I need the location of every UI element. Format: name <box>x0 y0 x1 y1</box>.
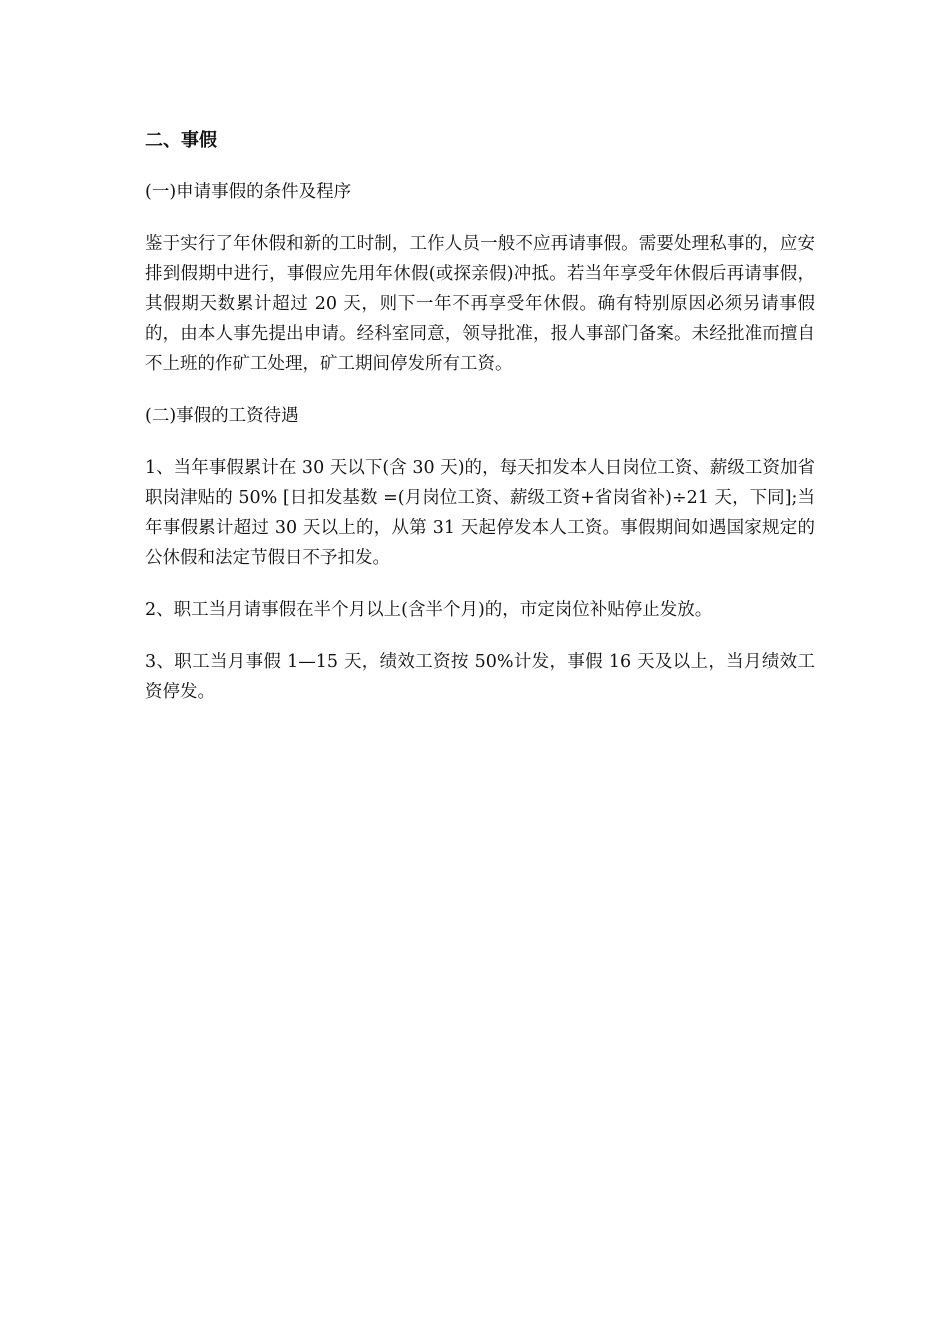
list-item-3: 3、职工当月事假 1—15 天，绩效工资按 50%计发，事假 16 天及以上，当月绩效工资停发。 <box>145 652 815 702</box>
document-page <box>145 127 815 729</box>
subsection-title-conditions: (一)申请事假的条件及程序 <box>145 182 352 202</box>
list-item-2: 2、职工当月请事假在半个月以上(含半个月)的，市定岗位补贴停止发放。 <box>145 600 713 620</box>
list-item-1: 1、当年事假累计在 30 天以下(含 30 天)的，每天扣发本人日岗位工资、薪级工资加省职岗津贴的 50% [日扣发基数 =(月岗位工资、薪级工资+省岗省补)÷21 天，下同];当年事假累计超过 30 天以上的，从第 31 天起停发本人工资。事假期间如遇国家规定的公休假和法定节假日不予扣发。 <box>145 458 815 568</box>
section-title: 二、事假 <box>145 130 217 151</box>
paragraph-conditions: 鉴于实行了年休假和新的工时制，工作人员一般不应再请事假。需要处理私事的，应安排到假期中进行，事假应先用年休假(或探亲假)冲抵。若当年享受年休假后再请事假，其假期天数累计超过 20 天，则下一年不再享受年休假。确有特别原因必须另请事假的，由本人事先提出申请。经科室同意，领导批准，报人事部门备案。未经批准而擅自不上班的作矿工处理，矿工期间停发所有工资。 <box>145 234 815 374</box>
subsection-title-wages: (二)事假的工资待遇 <box>145 406 299 426</box>
